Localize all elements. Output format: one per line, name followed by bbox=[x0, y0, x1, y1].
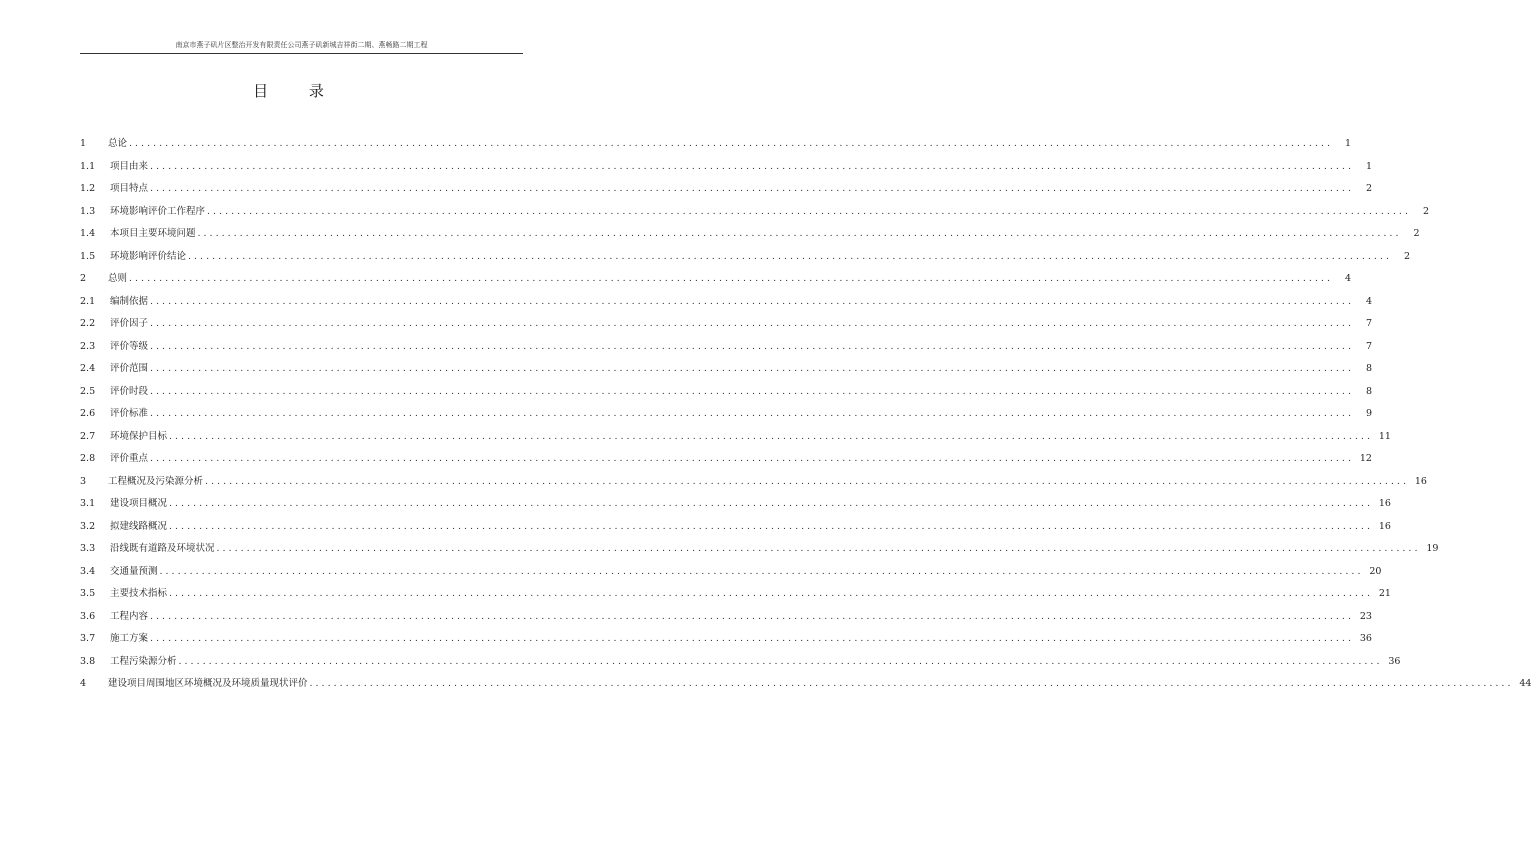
toc-entry-number: 3.6 bbox=[80, 610, 96, 622]
toc-dot-leader: ........................................................................................................................................................................................................ bbox=[150, 453, 1354, 464]
toc-dot-leader: ........................................................................................................................................................................................................ bbox=[169, 520, 1373, 532]
toc-entry-number: 1.5 bbox=[80, 250, 96, 262]
table-of-contents bbox=[80, 133, 1531, 696]
toc-entry-number: 2.2 bbox=[80, 318, 96, 329]
toc-dot-leader: ........................................................................................................................................................................................................ bbox=[169, 498, 1373, 509]
toc-entry[interactable] bbox=[80, 651, 1401, 674]
toc-dot-leader: ........................................................................................................................................................................................................ bbox=[150, 318, 1354, 329]
toc-entry-page: 7 bbox=[1365, 340, 1372, 352]
toc-dot-leader: ........................................................................................................................................................................................................ bbox=[150, 183, 1354, 194]
toc-entry-page: 2 bbox=[1413, 228, 1420, 239]
toc-entry[interactable] bbox=[80, 246, 1410, 269]
toc-dot-leader: ........................................................................................................................................................................................................ bbox=[150, 408, 1354, 419]
toc-entry-page: 8 bbox=[1365, 363, 1372, 374]
toc-dot-leader: ........................................................................................................................................................................................................ bbox=[150, 385, 1354, 397]
toc-entry-number: 2.3 bbox=[80, 340, 96, 352]
toc-entry-number: 3.4 bbox=[80, 565, 96, 577]
toc-entry-page: 9 bbox=[1365, 408, 1372, 419]
toc-entry-page: 44 bbox=[1519, 678, 1531, 689]
toc-entry-title: 拟建线路概况 bbox=[110, 520, 168, 532]
toc-entry-page: 20 bbox=[1369, 565, 1382, 577]
toc-entry-page: 2 bbox=[1403, 250, 1410, 262]
toc-entry[interactable] bbox=[80, 471, 1427, 494]
toc-entry-page: 16 bbox=[1378, 498, 1391, 509]
toc-dot-leader: ........................................................................................................................................................................................................ bbox=[129, 138, 1333, 149]
toc-entry[interactable] bbox=[80, 381, 1372, 404]
toc-entry-page: 11 bbox=[1378, 430, 1391, 442]
toc-entry-number: 3.1 bbox=[80, 498, 96, 509]
toc-entry-title: 工程内容 bbox=[110, 610, 149, 622]
toc-entry-number: 2.1 bbox=[80, 295, 96, 307]
toc-entry-page: 23 bbox=[1359, 610, 1372, 622]
toc-entry[interactable] bbox=[80, 156, 1372, 179]
toc-entry-number: 1.1 bbox=[80, 160, 96, 172]
toc-entry-title: 总论 bbox=[108, 138, 128, 149]
toc-entry-number: 2 bbox=[80, 273, 87, 284]
toc-dot-leader: ........................................................................................................................................................................................................ bbox=[150, 295, 1354, 307]
toc-entry-number: 1 bbox=[80, 138, 87, 149]
toc-entry-number: 3.5 bbox=[80, 588, 96, 599]
toc-dot-leader: ........................................................................................................................................................................................................ bbox=[309, 678, 1514, 689]
toc-entry-title: 评价等级 bbox=[110, 340, 149, 352]
toc-entry-title: 评价时段 bbox=[110, 385, 149, 397]
toc-entry[interactable] bbox=[80, 493, 1391, 516]
toc-entry-number: 2.8 bbox=[80, 453, 96, 464]
toc-entry[interactable] bbox=[80, 291, 1372, 314]
toc-entry-number: 2.6 bbox=[80, 408, 96, 419]
toc-entry-page: 19 bbox=[1426, 543, 1439, 554]
toc-dot-leader: ........................................................................................................................................................................................................ bbox=[205, 475, 1409, 487]
toc-entry-page: 2 bbox=[1422, 205, 1429, 217]
toc-entry[interactable] bbox=[80, 516, 1391, 539]
toc-entry-title: 项目由来 bbox=[110, 160, 149, 172]
toc-dot-leader: ........................................................................................................................................................................................................ bbox=[178, 655, 1383, 667]
toc-entry-number: 3.3 bbox=[80, 543, 96, 554]
toc-dot-leader: ........................................................................................................................................................................................................ bbox=[150, 610, 1354, 622]
toc-entry-title: 编制依据 bbox=[110, 295, 149, 307]
toc-entry[interactable] bbox=[80, 606, 1372, 629]
toc-entry-title: 建设项目概况 bbox=[110, 498, 168, 509]
toc-entry[interactable] bbox=[80, 673, 1531, 696]
toc-dot-leader: ........................................................................................................................................................................................................ bbox=[129, 273, 1333, 284]
toc-entry-page: 16 bbox=[1378, 520, 1391, 532]
toc-entry-page: 36 bbox=[1388, 655, 1401, 667]
toc-entry-title: 施工方案 bbox=[110, 633, 149, 644]
toc-entry[interactable] bbox=[80, 178, 1372, 201]
toc-entry-title: 总则 bbox=[108, 273, 128, 284]
toc-entry-title: 本项目主要环境问题 bbox=[110, 228, 196, 239]
toc-entry-title: 评价重点 bbox=[110, 453, 149, 464]
toc-entry[interactable] bbox=[80, 201, 1429, 224]
toc-dot-leader: ........................................................................................................................................................................................................ bbox=[150, 160, 1354, 172]
toc-entry[interactable] bbox=[80, 583, 1391, 606]
toc-entry-page: 4 bbox=[1344, 273, 1351, 284]
toc-entry-number: 2.7 bbox=[80, 430, 96, 442]
toc-entry-number: 3.7 bbox=[80, 633, 96, 644]
toc-dot-leader: ........................................................................................................................................................................................................ bbox=[150, 633, 1354, 644]
toc-entry[interactable] bbox=[80, 133, 1351, 156]
toc-entry-title: 环境保护目标 bbox=[110, 430, 168, 442]
toc-entry-page: 36 bbox=[1359, 633, 1372, 644]
toc-dot-leader: ........................................................................................................................................................................................................ bbox=[188, 250, 1392, 262]
toc-entry-number: 1.4 bbox=[80, 228, 96, 239]
toc-entry-number: 2.4 bbox=[80, 363, 96, 374]
toc-entry-title: 评价因子 bbox=[110, 318, 149, 329]
toc-entry[interactable] bbox=[80, 538, 1439, 561]
toc-entry-page: 12 bbox=[1359, 453, 1372, 464]
toc-entry[interactable] bbox=[80, 223, 1420, 246]
toc-entry-number: 4 bbox=[80, 678, 87, 689]
toc-entry-page: 8 bbox=[1365, 385, 1372, 397]
toc-entry-title: 工程污染源分析 bbox=[110, 655, 177, 667]
page-title: 目 录 bbox=[253, 82, 342, 100]
toc-dot-leader: ........................................................................................................................................................................................................ bbox=[169, 588, 1373, 599]
page-header: 南京市燕子矶片区整治开发有限责任公司燕子矶新城吉祥街二期、燕畅路二期工程 bbox=[80, 40, 523, 54]
toc-entry[interactable] bbox=[80, 403, 1372, 426]
toc-entry-number: 3.2 bbox=[80, 520, 96, 532]
toc-dot-leader: ........................................................................................................................................................................................................ bbox=[207, 205, 1411, 217]
toc-entry-page: 4 bbox=[1365, 295, 1372, 307]
toc-entry-page: 2 bbox=[1365, 183, 1372, 194]
toc-entry-title: 主要技术指标 bbox=[110, 588, 168, 599]
toc-dot-leader: ........................................................................................................................................................................................................ bbox=[197, 228, 1402, 239]
toc-dot-leader: ........................................................................................................................................................................................................ bbox=[169, 430, 1373, 442]
toc-entry-title: 评价标准 bbox=[110, 408, 149, 419]
toc-entry-title: 交通量预测 bbox=[110, 565, 158, 577]
toc-entry[interactable] bbox=[80, 561, 1382, 584]
toc-entry-number: 3.8 bbox=[80, 655, 96, 667]
toc-entry[interactable] bbox=[80, 358, 1372, 381]
toc-entry-page: 1 bbox=[1365, 160, 1372, 172]
toc-dot-leader: ........................................................................................................................................................................................................ bbox=[159, 565, 1364, 577]
toc-dot-leader: ........................................................................................................................................................................................................ bbox=[150, 340, 1354, 352]
toc-entry[interactable] bbox=[80, 426, 1391, 449]
toc-dot-leader: ........................................................................................................................................................................................................ bbox=[216, 543, 1421, 554]
toc-entry-number: 1.2 bbox=[80, 183, 96, 194]
toc-entry-number: 2.5 bbox=[80, 385, 96, 397]
toc-entry-title: 沿线既有道路及环境状况 bbox=[110, 543, 215, 554]
toc-entry[interactable] bbox=[80, 448, 1372, 471]
toc-entry[interactable] bbox=[80, 313, 1372, 336]
toc-entry-page: 16 bbox=[1414, 475, 1427, 487]
toc-entry[interactable] bbox=[80, 268, 1351, 291]
toc-entry-title: 项目特点 bbox=[110, 183, 149, 194]
toc-entry-title: 环境影响评价工作程序 bbox=[110, 205, 206, 217]
toc-entry[interactable] bbox=[80, 628, 1372, 651]
toc-entry-page: 1 bbox=[1344, 138, 1351, 149]
toc-entry-page: 7 bbox=[1365, 318, 1372, 329]
toc-entry-title: 工程概况及污染源分析 bbox=[108, 475, 204, 487]
toc-dot-leader: ........................................................................................................................................................................................................ bbox=[150, 363, 1354, 374]
toc-entry-title: 建设项目周围地区环境概况及环境质量现状评价 bbox=[108, 678, 308, 689]
toc-entry-number: 3 bbox=[80, 475, 87, 487]
toc-entry[interactable] bbox=[80, 336, 1372, 359]
toc-entry-page: 21 bbox=[1378, 588, 1391, 599]
toc-entry-number: 1.3 bbox=[80, 205, 96, 217]
toc-entry-title: 环境影响评价结论 bbox=[110, 250, 187, 262]
toc-entry-title: 评价范围 bbox=[110, 363, 149, 374]
